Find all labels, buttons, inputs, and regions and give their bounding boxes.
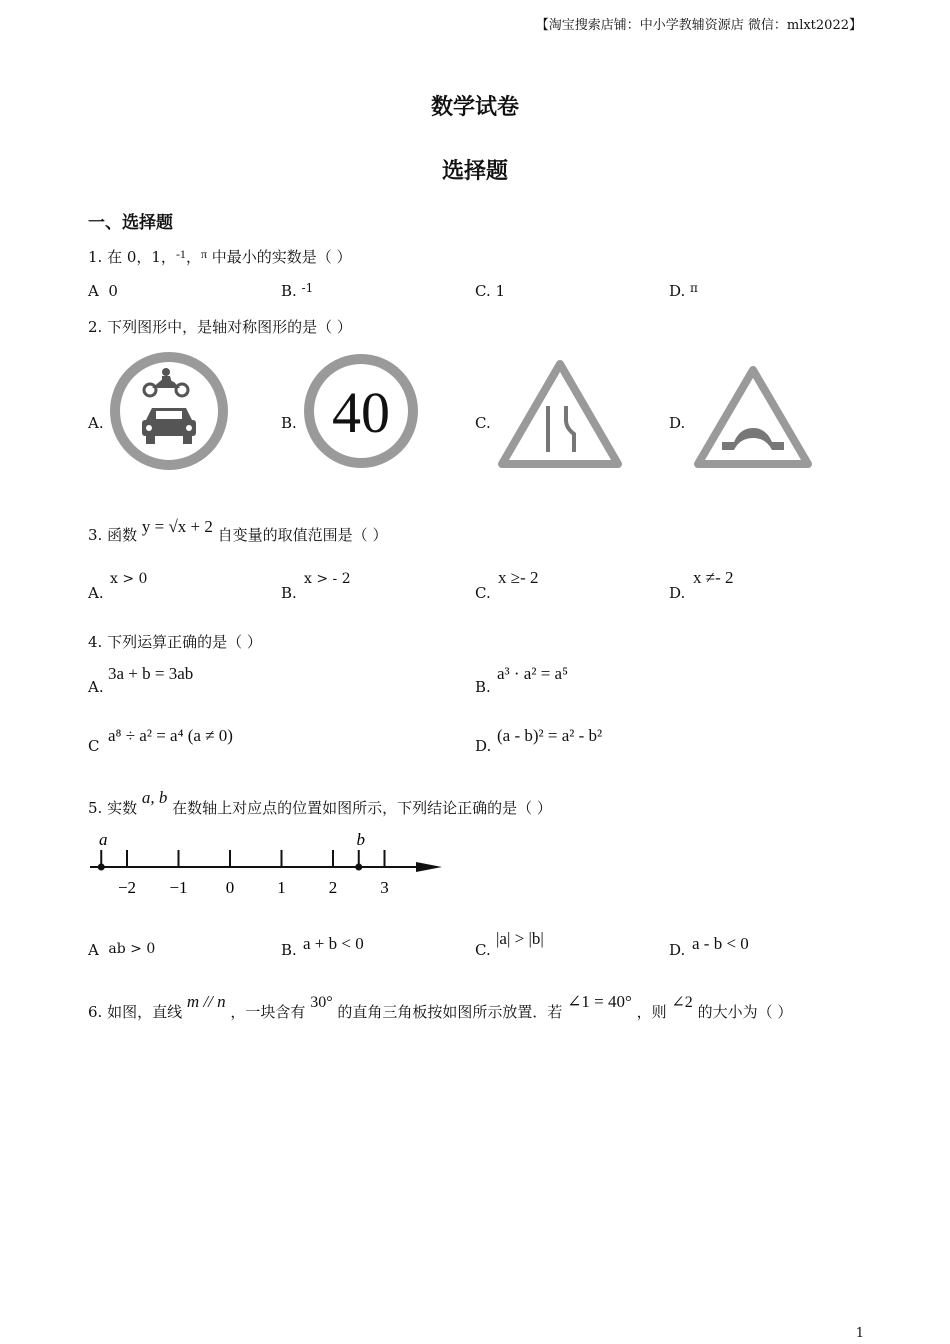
number-line-arrow (416, 862, 442, 872)
q2-option-b-label[interactable]: B. (281, 414, 297, 432)
q4-option-c[interactable]: C (88, 737, 100, 755)
q1-option-a[interactable]: A 0 (88, 282, 118, 300)
q5-option-d-value: a - b < 0 (692, 934, 749, 953)
q2-option-c-label[interactable]: C. (475, 414, 491, 432)
q3-stem-prefix: 3. 函数 (88, 526, 138, 544)
q5-stem-prefix: 5. 实数 (88, 799, 138, 817)
q5-option-a[interactable]: A ab > 0 (88, 941, 156, 959)
q4-option-b[interactable]: B. (475, 678, 491, 696)
q3-option-d-value: x ≠- 2 (693, 568, 734, 587)
number-line-tick-label: 2 (328, 878, 338, 897)
q5-option-b-value: a + b < 0 (303, 934, 364, 953)
question-6-stem (88, 992, 793, 1022)
number-line-point-b (355, 864, 362, 871)
q6-math-30deg: 30° (310, 994, 333, 1011)
q5-option-c-value: |a| > |b| (496, 929, 544, 948)
q5-option-d[interactable]: D. (669, 941, 686, 959)
q6-math-parallel: m // n (186, 992, 226, 1011)
page-title: 数学试卷 (430, 94, 519, 120)
question-1-stem (88, 246, 352, 267)
q4-option-d[interactable]: D. (475, 737, 492, 755)
speed-limit-40-sign-icon (302, 352, 420, 470)
q2-option-a-label[interactable]: A. (88, 414, 104, 432)
q6-math-angle1: ∠1 = 40° (567, 992, 632, 1011)
number-line-point-label: a (99, 832, 108, 849)
q3-option-b-value: x > - 2 (304, 571, 351, 587)
number-line-tick-label: 3 (380, 878, 389, 897)
q4-option-c-value: a⁸ ÷ a² = a⁴ (a ≠ 0) (108, 726, 233, 745)
q3-option-a-value: x > 0 (110, 571, 148, 587)
q1-option-c[interactable]: C. 1 (475, 282, 506, 300)
q1-math-pi: π (200, 247, 208, 261)
q3-option-b[interactable]: B. (281, 584, 297, 602)
hump-bridge-warning-sign-icon (692, 364, 814, 470)
q5-math-ab: a, b (141, 788, 168, 807)
q3-option-c[interactable]: C. (475, 584, 491, 602)
q1-sep: ， (185, 248, 201, 266)
question-2-stem: 2. 下列图形中，是轴对称图形的是（ ） (88, 318, 352, 336)
number-line-tick-label: −1 (169, 878, 188, 897)
q1-stem-text: 1. 在 0，1， (88, 248, 176, 266)
q3-option-a[interactable]: A. (88, 584, 104, 602)
q5-option-c[interactable]: C. (475, 941, 491, 959)
number-line-tick-label: 1 (277, 878, 286, 897)
q5-stem-suffix: 在数轴上对应点的位置如图所示，下列结论正确的是（ ） (172, 799, 552, 817)
q3-option-d[interactable]: D. (669, 584, 686, 602)
q6-text-1: 6. 如图，直线 (88, 1003, 183, 1021)
q4-option-b-value: a³ · a² = a⁵ (497, 664, 569, 683)
question-4-stem: 4. 下列运算正确的是（ ） (88, 633, 262, 651)
number-line-point-label: b (356, 832, 365, 849)
q4-option-a-value: 3a + b = 3ab (108, 664, 194, 683)
q3-option-c-value: x ≥- 2 (498, 568, 539, 587)
road-narrows-warning-sign-icon (496, 358, 624, 470)
speed-limit-number: 40 (332, 380, 390, 445)
q2-option-d-label[interactable]: D. (669, 414, 686, 432)
question-3-stem (88, 517, 388, 545)
page-number: 1 (855, 1326, 864, 1341)
q3-stem-suffix: 自变量的取值范围是（ ） (217, 526, 388, 544)
q1-stem-suffix: 中最小的实数是（ ） (207, 248, 352, 266)
q6-math-angle2: ∠2 (671, 994, 693, 1011)
q6-text-3: 的直角三角板按如图所示放置．若 (337, 1003, 563, 1021)
section-heading: 一、选择题 (88, 213, 173, 233)
number-line-tick-label: −2 (117, 878, 137, 897)
q1-math-neg-one: -1 (175, 247, 186, 261)
q1-option-b[interactable]: B. $^{-1}$ (281, 281, 314, 300)
number-line-tick-label: 0 (225, 878, 235, 897)
page-header-text: 【淘宝搜索店铺：中小学教辅资源店 微信：mlxt2022】 (535, 18, 862, 33)
page-subtitle: 选择题 (441, 158, 508, 184)
q1-option-d[interactable]: D. $^\pi$ (669, 281, 698, 300)
question-5-stem (88, 788, 552, 818)
q5-option-b[interactable]: B. (281, 941, 297, 959)
number-line-diagram (86, 832, 448, 902)
q6-text-2: ，一块含有 (230, 1003, 306, 1021)
q6-text-5: 的大小为（ ） (697, 1003, 793, 1021)
q6-text-4: ，则 (636, 1003, 667, 1021)
number-line-point-a (98, 864, 105, 871)
q4-option-d-value: (a - b)² = a² - b² (497, 726, 603, 745)
q4-option-a[interactable]: A. (88, 678, 104, 696)
motorcycle-car-prohibition-sign-icon (108, 350, 230, 472)
q3-function-formula: y = √x + 2 (141, 517, 213, 536)
